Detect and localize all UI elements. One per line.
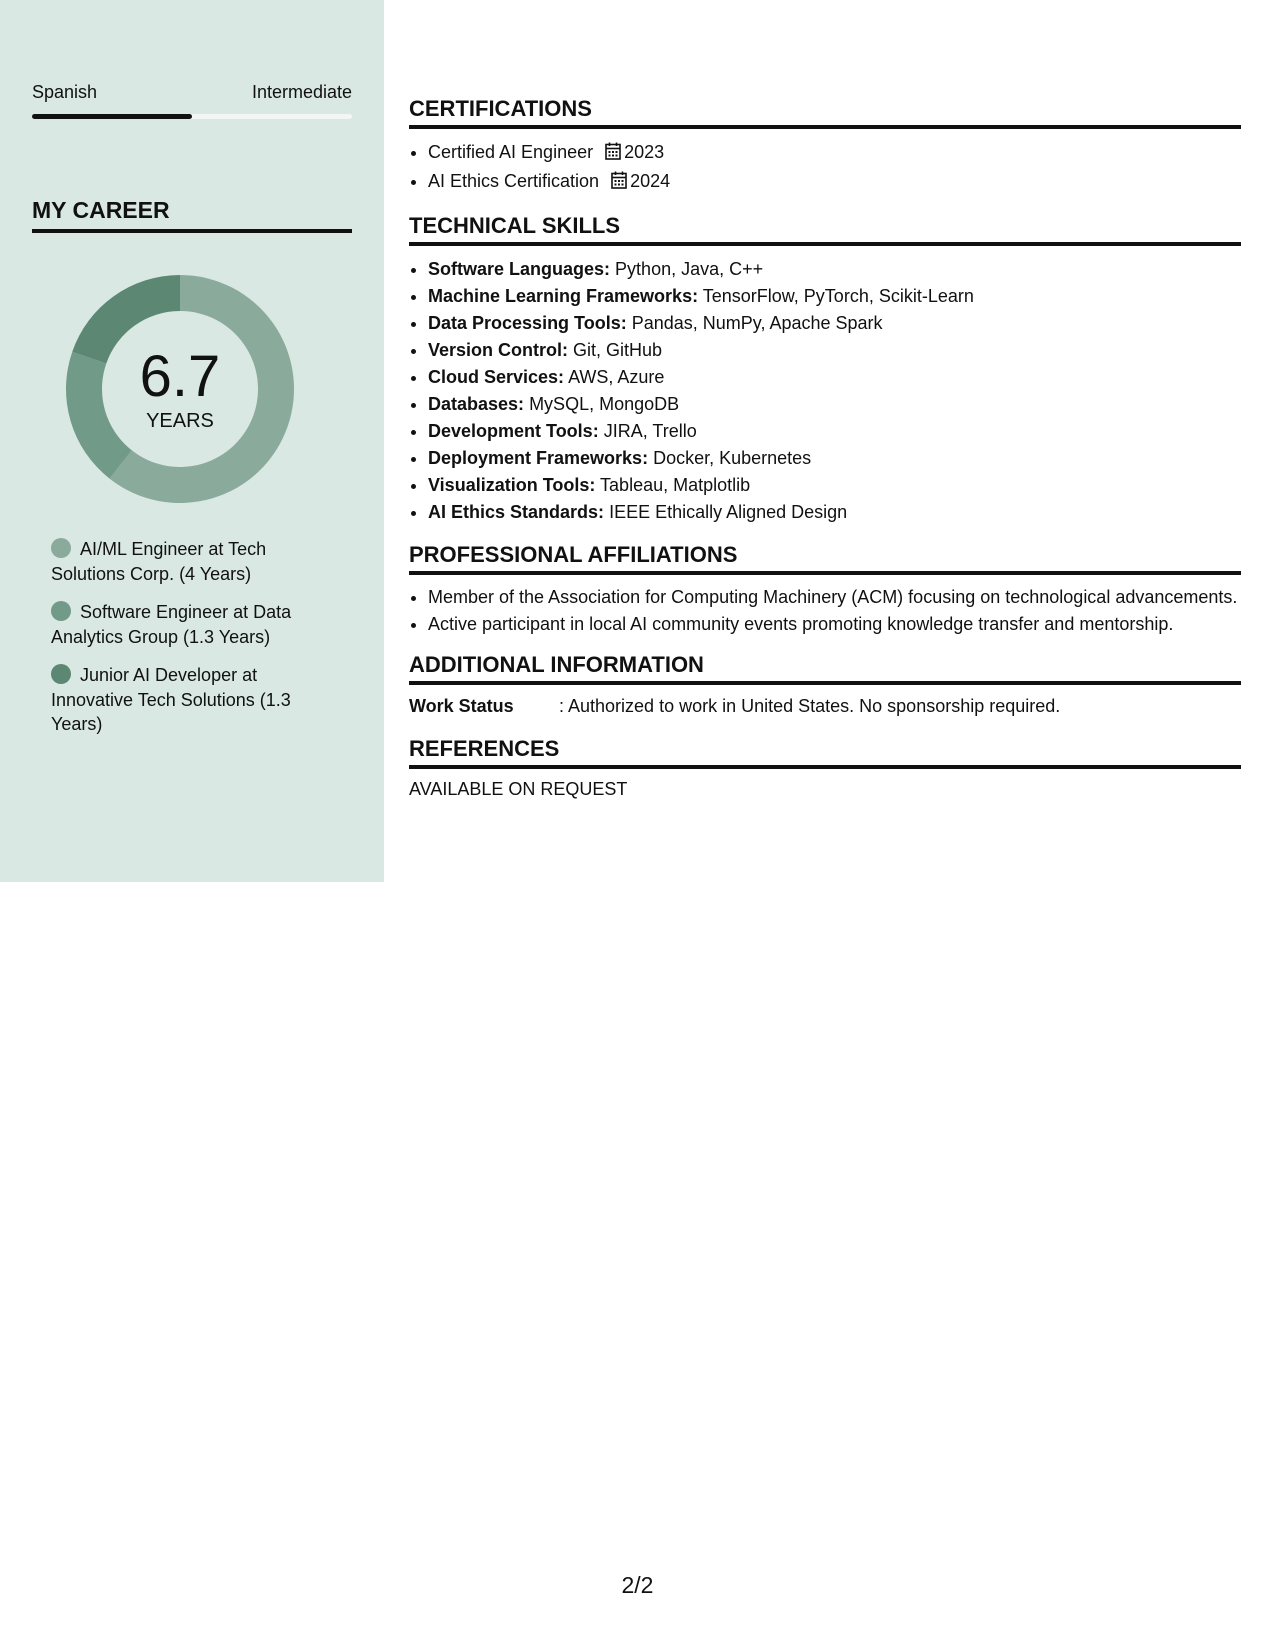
career-total-unit: YEARS	[146, 410, 214, 432]
skill-value: Python, Java, C++	[615, 259, 764, 279]
skill-item	[428, 445, 1241, 472]
skill-value: MySQL, MongoDB	[529, 394, 680, 414]
skill-value: JIRA, Trello	[603, 421, 697, 441]
legend-dot-icon	[51, 664, 71, 684]
page-number: 2/2	[621, 1572, 654, 1598]
language-level: Intermediate	[251, 82, 352, 102]
skill-label: Data Processing Tools:	[428, 313, 627, 333]
skill-label: Deployment Frameworks:	[428, 448, 649, 468]
career-item	[51, 537, 321, 586]
skill-item	[428, 472, 1241, 499]
skill-label: Cloud Services:	[428, 367, 565, 387]
career-item-text: Junior AI Developer at Innovative Tech Solutions (1.3 Years)	[51, 665, 291, 734]
career-item	[51, 663, 321, 737]
references-text: AVAILABLE ON REQUEST	[409, 779, 628, 799]
career-item-text: Software Engineer at Data Analytics Group (1.3 Years)	[51, 602, 292, 647]
skill-item	[428, 364, 1241, 391]
career-list	[51, 537, 321, 751]
skill-value: Tableau, Matplotlib	[600, 475, 751, 495]
work-status-label: Work Status	[409, 696, 514, 716]
skill-label: Machine Learning Frameworks:	[428, 286, 699, 306]
skill-label: Databases:	[428, 394, 525, 414]
skill-label: Software Languages:	[428, 259, 611, 279]
career-item	[51, 600, 321, 649]
certifications-list	[409, 139, 1241, 197]
skill-value: IEEE Ethically Aligned Design	[609, 502, 848, 522]
skill-item	[428, 391, 1241, 418]
skill-item	[428, 256, 1241, 283]
references-title: REFERENCES	[409, 736, 1241, 769]
skills-list	[409, 256, 1241, 526]
skill-value: Docker, Kubernetes	[653, 448, 812, 468]
skill-label: Version Control:	[428, 340, 569, 360]
certification-item	[428, 168, 1241, 197]
skill-label: Visualization Tools:	[428, 475, 596, 495]
skill-label: Development Tools:	[428, 421, 599, 441]
calendar-icon	[605, 141, 621, 168]
language-proficiency-fill	[32, 114, 192, 119]
skills-title: TECHNICAL SKILLS	[409, 213, 1241, 246]
calendar-icon	[611, 170, 627, 197]
certification-item	[428, 139, 1241, 168]
certification-name: AI Ethics Certification	[428, 171, 600, 191]
language-row	[32, 82, 352, 104]
legend-dot-icon	[51, 601, 71, 621]
language-proficiency-bar	[32, 114, 352, 119]
skill-item	[428, 310, 1241, 337]
skill-value: AWS, Azure	[568, 367, 665, 387]
affiliation-item: • Active participant in local AI community events promoting knowledge transfer and mentorship.	[428, 612, 1241, 636]
work-status-row	[409, 693, 1241, 720]
certification-year: 2024	[630, 171, 671, 191]
skill-item	[428, 337, 1241, 364]
certifications-title: CERTIFICATIONS	[409, 96, 1241, 129]
certification-year: 2023	[624, 142, 665, 162]
additional-info-title: ADDITIONAL INFORMATION	[409, 652, 1241, 685]
skill-item	[428, 283, 1241, 310]
skill-value: Git, GitHub	[573, 340, 663, 360]
career-item-text: AI/ML Engineer at Tech Solutions Corp. (4 Years)	[51, 539, 267, 584]
work-status-value: : Authorized to work in United States. No sponsorship required.	[559, 696, 1061, 716]
skill-value: Pandas, NumPy, Apache Spark	[631, 313, 883, 333]
language-name: Spanish	[32, 82, 98, 102]
affiliations-title: PROFESSIONAL AFFILIATIONS	[409, 542, 1241, 575]
affiliations-list	[409, 585, 1241, 636]
legend-dot-icon	[51, 538, 71, 558]
certification-name: Certified AI Engineer	[428, 142, 594, 162]
skill-item	[428, 418, 1241, 445]
career-total-value: 6.7	[139, 344, 221, 409]
career-donut-chart	[66, 275, 294, 503]
sidebar	[0, 0, 384, 882]
career-heading: MY CAREER	[32, 197, 352, 233]
main-content	[409, 96, 1241, 800]
skill-value: TensorFlow, PyTorch, Scikit-Learn	[702, 286, 974, 306]
skill-label: AI Ethics Standards:	[428, 502, 605, 522]
affiliation-item: • Member of the Association for Computing Machinery (ACM) focusing on technological advancements.	[428, 585, 1241, 609]
skill-item	[428, 499, 1241, 526]
